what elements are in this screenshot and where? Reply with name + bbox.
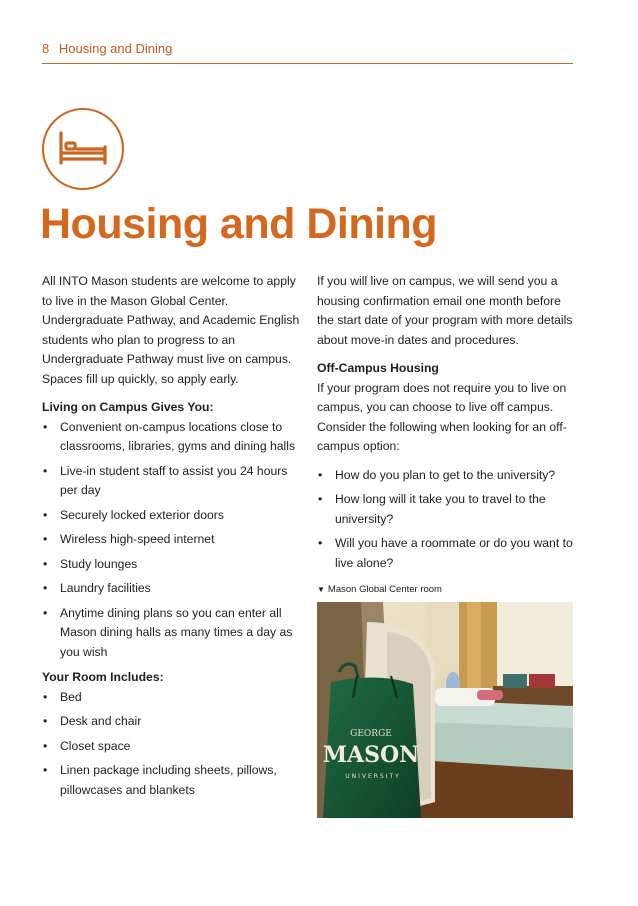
page-title: Housing and Dining	[40, 200, 438, 248]
list-item: • Live-in student staff to assist you 24 hours per day	[42, 462, 304, 501]
room-photo-illustration	[317, 602, 573, 818]
list-item: • Securely locked exterior doors	[42, 506, 304, 526]
bag-text-mid: MASON	[322, 742, 420, 768]
right-column	[317, 272, 579, 579]
oncampus-paragraph: If you will live on campus, we will send you a housing confirmation email one month before the start date of your program with more details about move-in dates and procedures.	[317, 274, 573, 347]
room-heading: Your Room Includes:	[42, 670, 164, 684]
list-item: • Laundry facilities	[42, 579, 304, 599]
list-item: • Bed	[42, 688, 304, 708]
living-list	[42, 418, 304, 663]
list-item: • Desk and chair	[42, 712, 304, 732]
list-item: • How long will it take you to travel to the university?	[317, 490, 579, 529]
room-photo	[317, 602, 573, 818]
caption-text: Mason Global Center room	[327, 584, 442, 595]
offcampus-heading: Off-Campus Housing	[317, 361, 439, 375]
list-item: • Study lounges	[42, 555, 304, 575]
list-item: • Convenient on-campus locations close to classrooms, libraries, gyms and dining halls	[42, 418, 304, 457]
offcampus-list	[317, 466, 579, 574]
photo-caption	[317, 584, 442, 595]
list-item: • Linen package including sheets, pillows, pillowcases and blankets	[42, 761, 304, 800]
bed-icon	[58, 129, 108, 169]
triangle-down-icon: ▼	[317, 585, 325, 594]
intro-paragraph: All INTO Mason students are welcome to apply to live in the Mason Global Center. Undergraduate Pathway, and Academic English students who plan to progress to an Undergraduate Pathway must live on campus. Spaces fill up quickly, so apply early.	[42, 274, 300, 386]
room-list	[42, 688, 304, 801]
bag-text-bottom: UNIVERSITY	[345, 773, 401, 780]
list-item: • How do you plan to get to the university?	[317, 466, 579, 486]
living-heading: Living on Campus Gives You:	[42, 400, 214, 414]
list-item: • Will you have a roommate or do you want to live alone?	[317, 534, 579, 573]
offcampus-paragraph: If your program does not require you to live on campus, you can choose to live off campus. Consider the following when looking for an off-campus option:	[317, 380, 567, 453]
list-item: • Closet space	[42, 737, 304, 757]
page-number: 8	[42, 41, 50, 56]
section-name: Housing and Dining	[58, 41, 173, 56]
bed-icon-badge	[42, 108, 124, 190]
list-item: • Anytime dining plans so you can enter all Mason dining halls as many times a day as you wish	[42, 604, 304, 663]
bag-text-top: GEORGE	[350, 729, 392, 739]
page-header	[42, 41, 573, 64]
list-item: • Wireless high-speed internet	[42, 530, 304, 550]
left-column	[42, 272, 304, 806]
